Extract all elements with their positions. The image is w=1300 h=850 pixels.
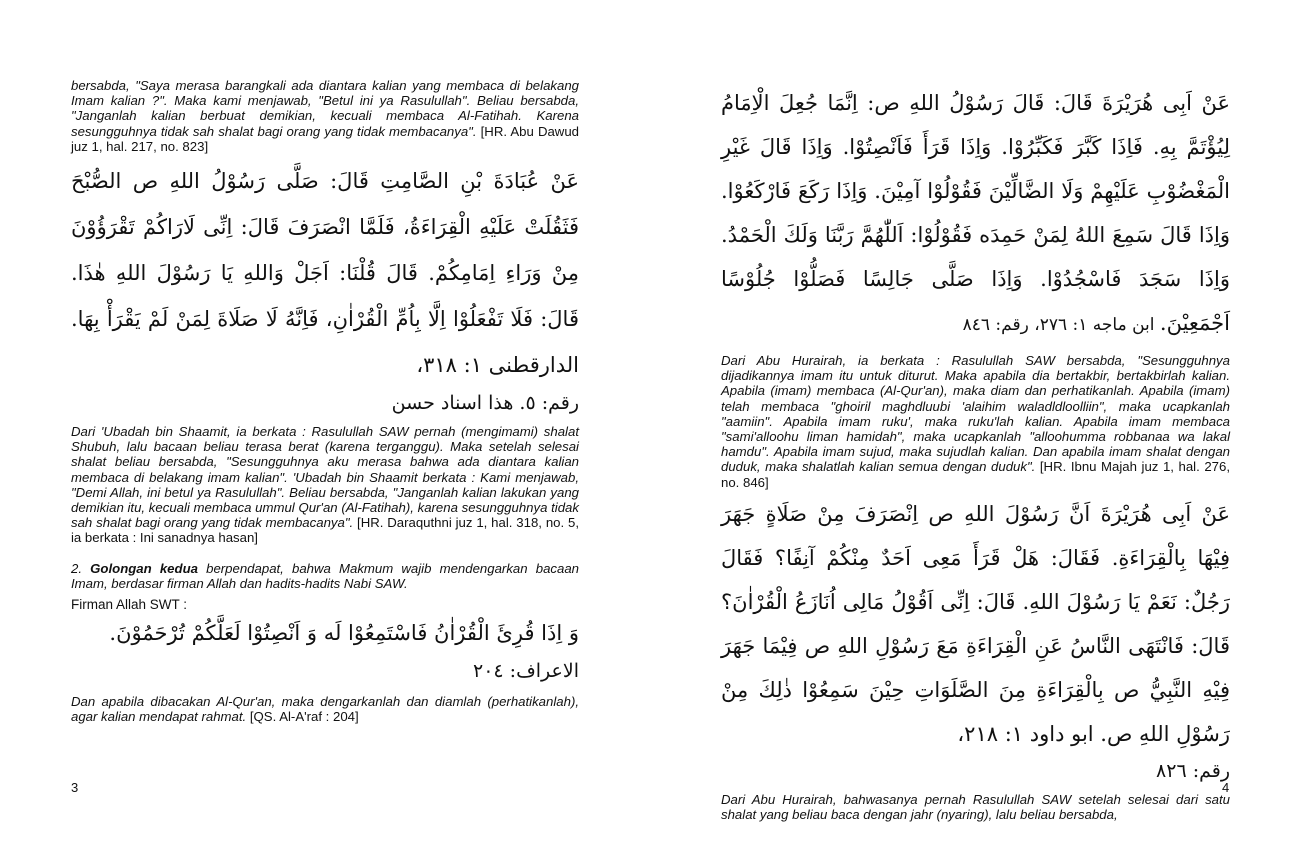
left-column — [71, 78, 579, 725]
right-arabic-hadith-2-reference: رقم: ٨٢٦ — [1156, 759, 1230, 782]
quran-verse: وَ اِذَا قُرِئَ الْقُرْاٰنُ فَاسْتَمِعُوْا لَه وَ اَنْصِتُوْا لَعَلَّكُمْ تُرْحَمُوْنَ. — [109, 621, 579, 646]
left-paragraph-2-reference: [HR. Daraquthni juz 1, hal. 318, no. 5, ia berkata : Ini sanadnya hasan] — [71, 515, 579, 546]
left-paragraph-1-italic: bersabda, "Saya merasa barangkali ada diantara kalian yang membaca di belakang Imam kalian ?". Maka kami menjawab, "Betul ini ya Rasulullah". Beliau bersabda, "Janganlah kalian berbuat demikian, kecuali membaca Al-Fatihah. Karena sesungguhnya tidak sah shalat bagi orang yang tidak membacanya". — [71, 78, 579, 139]
right-paragraph-1-reference: [HR. Ibnu Majah juz 1, hal. 276, no. 846] — [721, 459, 1230, 490]
right-paragraph-2-italic: Dari Abu Hurairah, bahwasanya pernah Rasulullah SAW setelah selesai dari satu shalat yang beliau baca dengan jahr (nyaring), lalu beliau bersabda, — [721, 791, 1230, 823]
left-paragraph-2-italic: Dari 'Ubadah bin Shaamit, ia berkata : Rasulullah SAW pernah (mengimami) shalat Shubuh, lalu bacaan beliau terasa berat (karena terganggu). Maka setelah selesai shalat beliau bersabda, "Sesungguhnya aku merasa bahwa ada diantara kalian membaca di belakang imam kalian". 'Ubadah bin Shaamit berkata : Kami menjawab, "Demi Allah, ini betul ya Rasulullah". Beliau bersabda, "Janganlah kalian lakukan yang demikian itu, kecuali membaca ummul Qur'an (Al-Fatihah), karena sesungguhnya tidak sah shalat bagi orang yang tidak membacanya". — [71, 424, 579, 531]
left-paragraph-1 — [71, 78, 579, 154]
right-column — [721, 78, 1230, 822]
right-page — [650, 0, 1300, 850]
left-paragraph-3-reference: [QS. Al-A'raf : 204] — [246, 709, 359, 725]
left-arabic-hadith: عَنْ عُبَادَةَ بْنِ الصَّامِتِ قَالَ: صَلَّى رَسُوْلُ اللهِ ص الصُّبْحَ فَثَقُلَتْ عَلَيْهِ الْقِرَاءَةُ، فَلَمَّا انْصَرَفَ قَالَ: اِنِّى لَارَاكُمْ تَقْرَؤُوْنَ مِنْ وَرَاءِ اِمَامِكُمْ. قَالَ قُلْنَا: اَجَلْ وَاللهِ يَا رَسُوْلَ اللهِ هٰذَا. قَالَ: فَلَا تَفْعَلُوْا اِلَّا بِاُمِّ الْقُرْاٰنِ، فَاِنَّهُ لَا صَلَاةَ لِمَنْ لَمْ يَقْرَأْ بِهَا. الدارقطنى ١: ٣١٨، — [71, 169, 579, 378]
left-arabic-hadith-reference: رقم: ٥. هذا اسناد حسن — [391, 392, 579, 415]
right-arabic-hadith-1-reference: ابن ماجه ١: ٢٧٦، رقم: ٨٤٦ — [962, 315, 1160, 335]
firman-label: Firman Allah SWT : — [71, 597, 188, 613]
right-paragraph-1 — [721, 353, 1230, 490]
right-paragraph-2 — [721, 792, 1230, 822]
right-arabic-hadith-1 — [721, 81, 1230, 347]
left-paragraph-1-reference: [HR. Abu Dawud juz 1, hal. 217, no. 823] — [71, 123, 579, 154]
section-bold-label: Golongan kedua — [90, 560, 198, 576]
right-arabic-hadith-1-text: عَنْ اَبِى هُرَيْرَةَ قَالَ: قَالَ رَسُوْلُ اللهِ ص: اِنَّمَا جُعِلَ الْاِمَامُ لِيُؤْتَمَّ بِهِ. فَاِذَا كَبَّرَ فَكَبِّرُوْا. وَاِذَا قَرَأَ فَاَنْصِتُوْا. وَاِذَا قَالَ غَيْرِ الْمَغْضُوْبِ عَلَيْهِمْ وَلَا الضَّالِّيْنَ فَقُوْلُوْا آمِيْنَ. وَاِذَا رَكَعَ فَارْكَعُوْا. وَاِذَا قَالَ سَمِعَ اللهُ لِمَنْ حَمِدَه فَقُوْلُوْا: اَللّٰهُمَّ رَبَّنَا وَلَكَ الْحَمْدُ. وَاِذَا سَجَدَ فَاسْجُدُوْا. وَاِذَا صَلَّى جَالِسًا فَصَلُّوْا جُلُوْسًا اَجْمَعِيْنَ. — [721, 91, 1230, 335]
section-heading — [71, 561, 579, 591]
left-paragraph-3-italic: Dan apabila dibacakan Al-Qur'an, maka dengarkanlah dan diamlah (perhatikanlah), agar kalian mendapat rahmat. — [71, 694, 579, 725]
quran-verse-reference: الاعراف: ٢٠٤ — [473, 660, 579, 683]
right-paragraph-1-italic: Dari Abu Hurairah, ia berkata : Rasulullah SAW bersabda, "Sesungguhnya dijadikannya imam itu untuk diturut. Maka apabila dia bertakbir, bertakbirlah kalian. Apabila (imam) membaca (Al-Qur'an), maka diam dan perhatikanlah. Apabila (imam) telah membaca "ghoiril maghdluubi 'alaihim waladldloolliin", maka ucapkanlah "aamiin". Apabila imam ruku', maka ruku'lah kalian. Apabila imam membaca "sami'alloohu liman hamidah", maka ucapkanlah "alloohumma robbanaa wa lakal hamdu". Apabila imam sujud, maka sujudlah kalian. Dan apabila imam shalat dengan duduk, maka shalatlah kalian semua dengan duduk". — [721, 353, 1230, 475]
section-text: berpendapat, bahwa Makmum wajib mendengarkan bacaan Imam, berdasar firman Allah dan hadits-hadits Nabi SAW. — [71, 560, 579, 591]
right-arabic-hadith-2: عَنْ اَبِى هُرَيْرَةَ اَنَّ رَسُوْلَ اللهِ ص اِنْصَرَفَ مِنْ صَلَاةٍ جَهَرَ فِيْهَا بِالْقِرَاءَةِ. فَقَالَ: هَلْ قَرَأَ مَعِى اَحَدٌ مِنْكُمْ آنِفًا؟ فَقَالَ رَجُلٌ: نَعَمْ يَا رَسُوْلَ اللهِ. قَالَ: اِنِّى اَقُوْلُ مَالِى اُنَازَعُ الْقُرْاٰنَ؟ قَالَ: فَانْتَهَى النَّاسُ عَنِ الْقِرَاءَةِ مَعَ رَسُوْلِ اللهِ ص فِيْمَا جَهَرَ فِيْهِ النَّبِيُّ ص بِالْقِرَاءَةِ مِنَ الصَّلَوَاتِ حِيْنَ سَمِعُوْا ذٰلِكَ مِنْ رَسُوْلِ اللهِ ص. ابو داود ١: ٢١٨، — [721, 501, 1230, 746]
left-paragraph-3 — [71, 694, 579, 724]
page-number-left: 3 — [71, 780, 79, 795]
page-number-right: 4 — [1222, 780, 1230, 795]
section-number: 2. — [71, 560, 91, 576]
left-paragraph-2 — [71, 424, 579, 546]
